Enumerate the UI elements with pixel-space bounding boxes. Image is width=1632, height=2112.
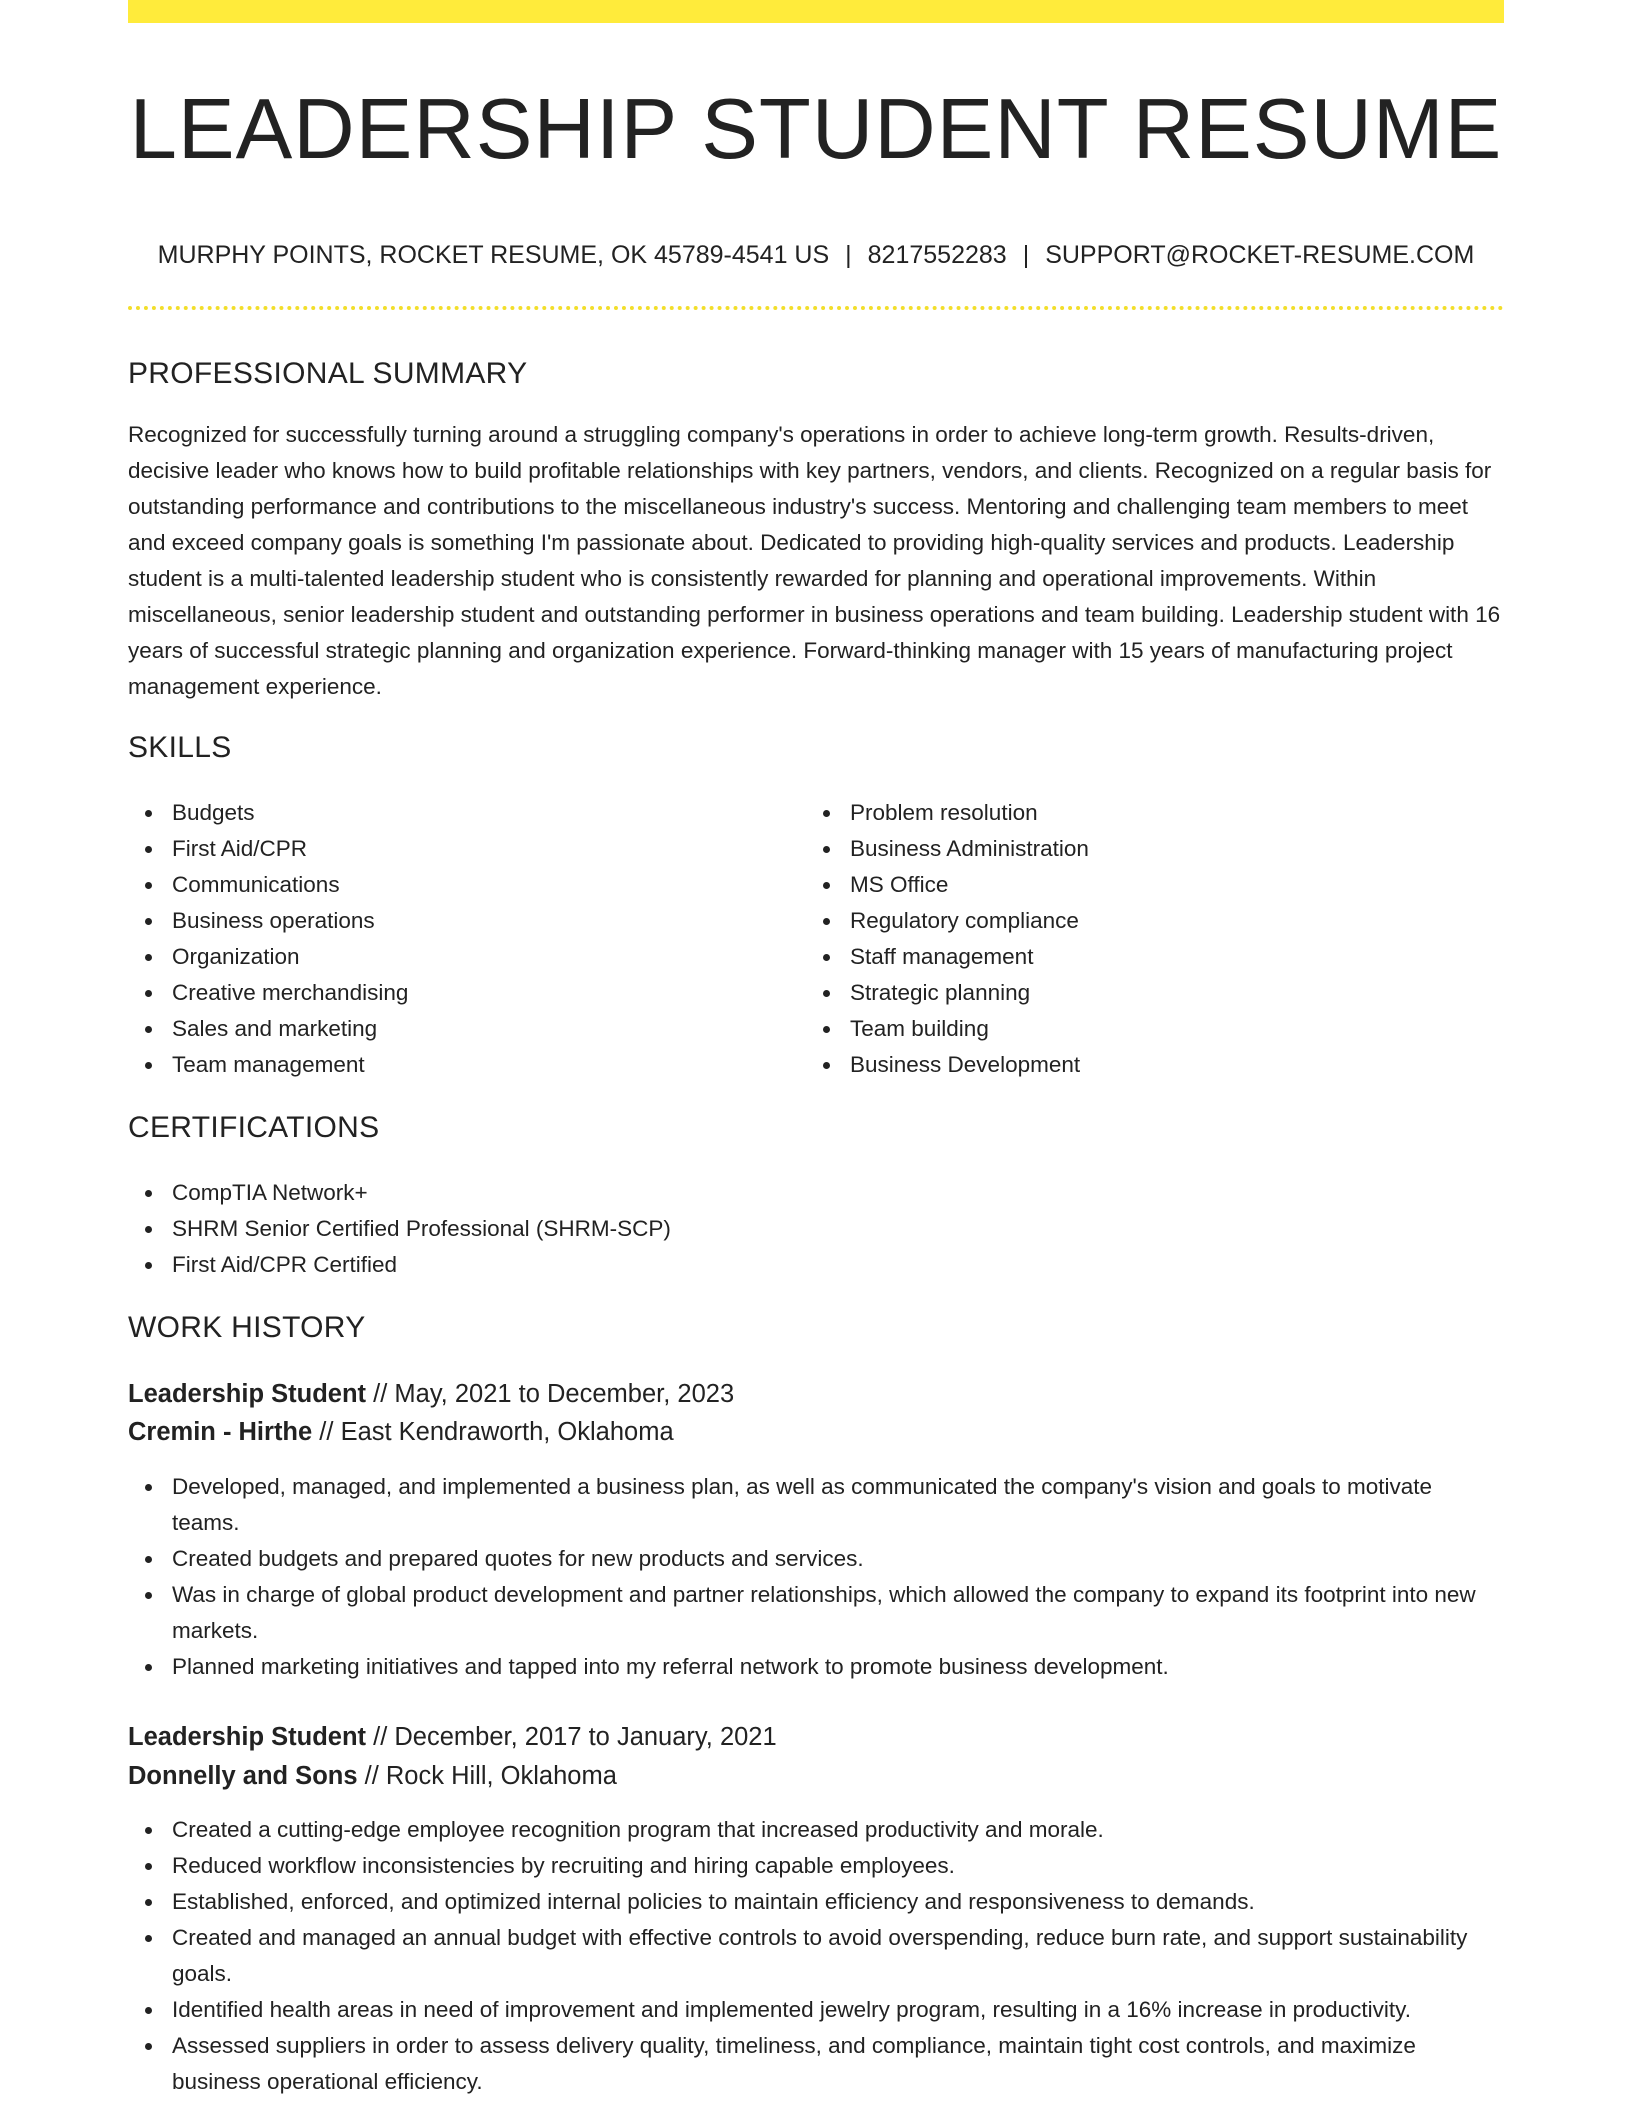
skill-item: Business Development bbox=[806, 1047, 1466, 1083]
resume-title: LEADERSHIP STUDENT RESUME bbox=[129, 82, 1503, 177]
job-bullet: Created and managed an annual budget with effective controls to avoid overspending, reduce burn rate, and support sustainability goals. bbox=[128, 1920, 1504, 1992]
job-title: Leadership Student bbox=[128, 1723, 367, 1751]
job-title-line bbox=[128, 1375, 734, 1413]
skill-item: Problem resolution bbox=[806, 795, 1466, 831]
skill-item: Business operations bbox=[128, 903, 788, 939]
contact-separator: | bbox=[845, 241, 852, 269]
certification-item: SHRM Senior Certified Professional (SHRM-SCP) bbox=[128, 1211, 1504, 1247]
job-company-line bbox=[128, 1413, 674, 1451]
job-separator: // bbox=[319, 1418, 334, 1446]
job-separator: // bbox=[373, 1723, 388, 1751]
job-bullet: Assessed suppliers in order to assess delivery quality, timeliness, and compliance, maintain tight cost controls, and maximize business operational efficiency. bbox=[128, 2028, 1504, 2100]
job-title-line bbox=[128, 1718, 777, 1756]
skill-item: Regulatory compliance bbox=[806, 903, 1466, 939]
accent-bar bbox=[128, 0, 1504, 23]
work-history-heading: WORK HISTORY bbox=[128, 1311, 366, 1344]
job-bullet: Established, enforced, and optimized internal policies to maintain efficiency and responsiveness to demands. bbox=[128, 1884, 1504, 1920]
job-dates: December, 2017 to January, 2021 bbox=[394, 1723, 777, 1751]
job-bullet: Identified health areas in need of improvement and implemented jewelry program, resulting in a 16% increase in productivity. bbox=[128, 1992, 1504, 2028]
certification-item: First Aid/CPR Certified bbox=[128, 1247, 1504, 1283]
skills-heading: SKILLS bbox=[128, 731, 232, 764]
job-title: Leadership Student bbox=[128, 1380, 367, 1408]
skill-item: Staff management bbox=[806, 939, 1466, 975]
job-bullet: Developed, managed, and implemented a business plan, as well as communicated the company's vision and goals to motivate teams. bbox=[128, 1469, 1504, 1541]
skill-item: Strategic planning bbox=[806, 975, 1466, 1011]
job-bullet: Was in charge of global product development and partner relationships, which allowed the company to expand its footprint into new markets. bbox=[128, 1577, 1504, 1649]
job-bullets bbox=[128, 1812, 1504, 2100]
job-bullet: Created budgets and prepared quotes for new products and services. bbox=[128, 1541, 1504, 1577]
job-bullet: Planned marketing initiatives and tapped into my referral network to promote business development. bbox=[128, 1649, 1504, 1685]
job-dates: May, 2021 to December, 2023 bbox=[394, 1380, 735, 1408]
job-location: Rock Hill, Oklahoma bbox=[385, 1762, 617, 1790]
dotted-divider bbox=[128, 306, 1504, 310]
skills-list-right bbox=[806, 795, 1466, 1083]
contact-separator: | bbox=[1022, 241, 1030, 269]
skill-item: Business Administration bbox=[806, 831, 1466, 867]
job-company: Donnelly and Sons bbox=[128, 1762, 358, 1790]
contact-address: MURPHY POINTS, ROCKET RESUME, OK 45789-4541 US bbox=[157, 241, 830, 269]
job-location: East Kendraworth, Oklahoma bbox=[340, 1418, 674, 1446]
skill-item: Budgets bbox=[128, 795, 788, 831]
skill-item: Team building bbox=[806, 1011, 1466, 1047]
skill-item: Sales and marketing bbox=[128, 1011, 788, 1047]
skill-item: Communications bbox=[128, 867, 788, 903]
summary-text: Recognized for successfully turning around a struggling company's operations in order to achieve long-term growth. Results-driven, decisive leader who knows how to build profitable relationships with key partners, vendors, and clients. Recognized on a regular basis for outstanding performance and contributions to the miscellaneous industry's success. Mentoring and challenging team members to meet and exceed company goals is something I'm passionate about. Dedicated to providing high-quality services and products. Leadership student is a multi-talented leadership student who is consistently rewarded for planning and operational improvements. Within miscellaneous, senior leadership student and outstanding performer in business operations and team building. Leadership student with 16 years of successful strategic planning and organization experience. Forward-thinking manager with 15 years of manufacturing project management experience. bbox=[128, 422, 1501, 699]
contact-line bbox=[128, 237, 1504, 273]
skill-item: Creative merchandising bbox=[128, 975, 788, 1011]
job-separator: // bbox=[373, 1380, 388, 1408]
contact-email: SUPPORT@ROCKET-RESUME.COM bbox=[1045, 241, 1475, 269]
job-bullet: Created a cutting-edge employee recognition program that increased productivity and morale. bbox=[128, 1812, 1504, 1848]
certifications-heading: CERTIFICATIONS bbox=[128, 1111, 380, 1144]
skill-item: MS Office bbox=[806, 867, 1466, 903]
job-company-line bbox=[128, 1757, 617, 1795]
skill-item: Team management bbox=[128, 1047, 788, 1083]
job-bullet: Reduced workflow inconsistencies by recruiting and hiring capable employees. bbox=[128, 1848, 1504, 1884]
summary-heading: PROFESSIONAL SUMMARY bbox=[128, 357, 528, 390]
skill-item: Organization bbox=[128, 939, 788, 975]
skill-item: First Aid/CPR bbox=[128, 831, 788, 867]
certifications-list bbox=[128, 1175, 1504, 1283]
skills-list-left bbox=[128, 795, 788, 1083]
job-separator: // bbox=[364, 1762, 379, 1790]
job-bullets bbox=[128, 1469, 1504, 1685]
contact-phone: 8217552283 bbox=[867, 241, 1007, 269]
certification-item: CompTIA Network+ bbox=[128, 1175, 1504, 1211]
job-company: Cremin - Hirthe bbox=[128, 1418, 313, 1446]
